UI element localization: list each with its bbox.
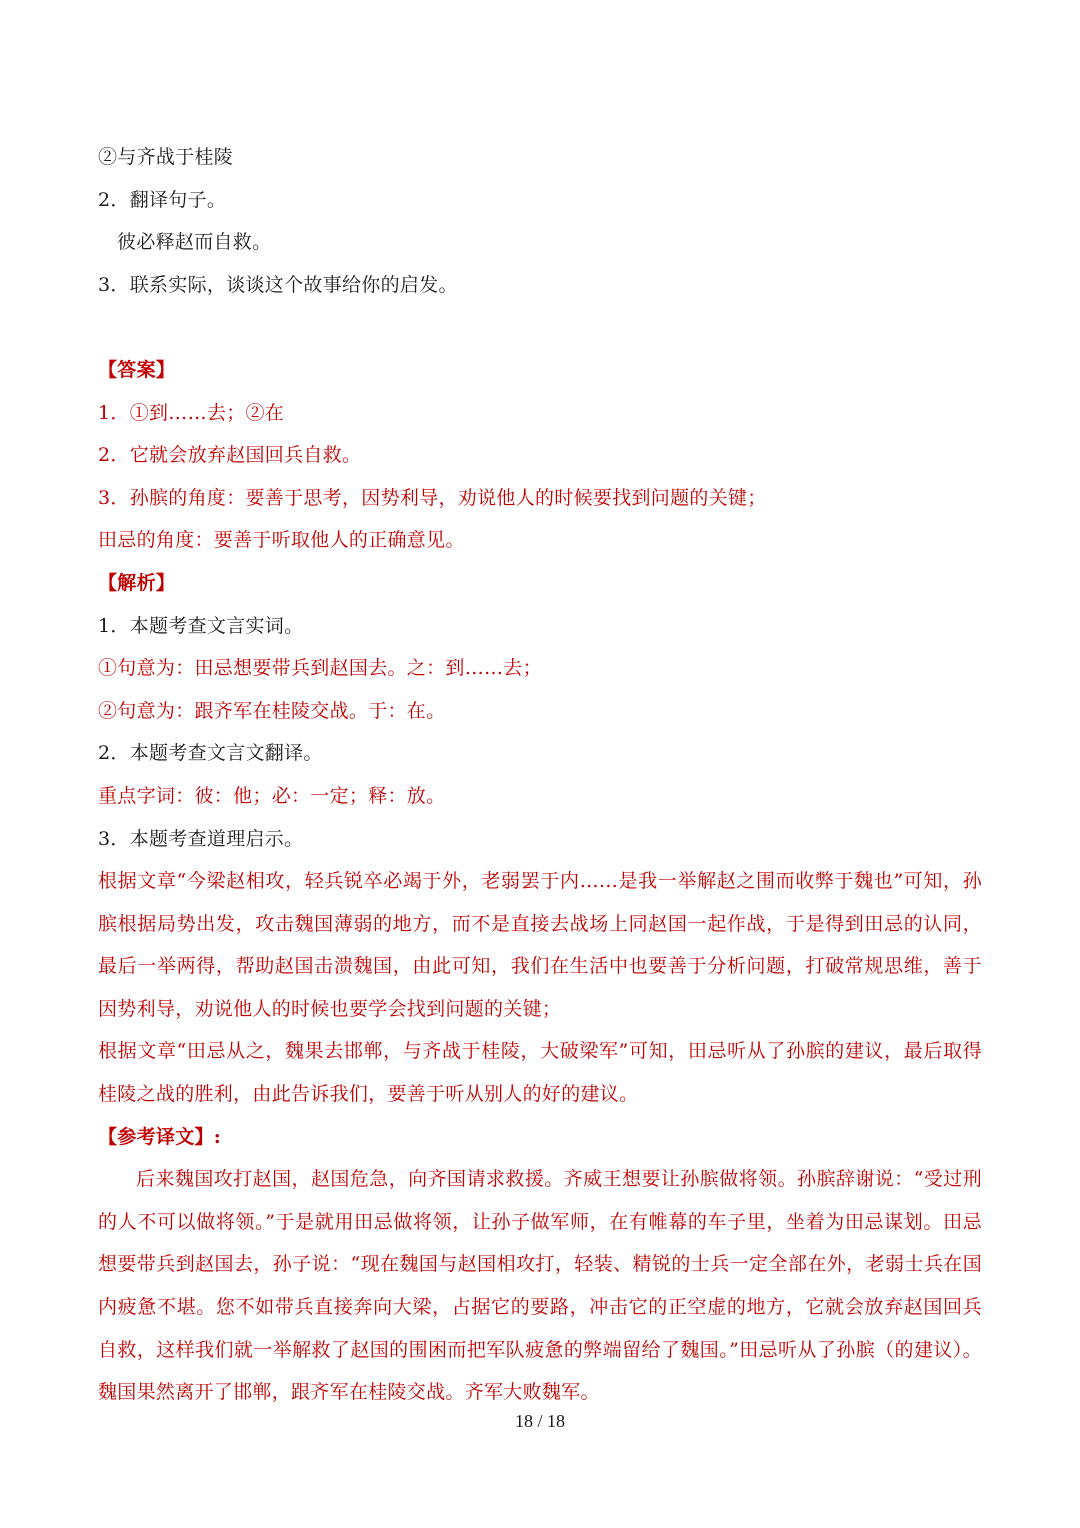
analysis-3-paragraph-1: 根据文章“今梁赵相攻，轻兵锐卒必竭于外，老弱罢于内……是我一举解赵之围而收弊于魏也”可知，孙膑根据局势出发，攻击魏国薄弱的地方，而不是直接去战场上同赵国一起作战，于是得到田忌的认同，最后一举两得，帮助赵国击溃魏国，由此可知，我们在生活中也要善于分析问题，打破常规思维，善于因势利导，劝说他人的时候也要学会找到问题的关键； — [98, 870, 982, 1020]
analysis-1-title: 1．本题考查文言实词。 — [98, 614, 304, 637]
analysis-2-keywords: 重点字词：彼：他；必：一定；释：放。 — [98, 784, 446, 807]
answer-1: 1．①到……去；②在 — [98, 401, 285, 424]
page-content — [98, 136, 982, 1414]
answer-heading: 【答案】 — [98, 358, 176, 381]
question-3-title: 3．联系实际，谈谈这个故事给你的启发。 — [98, 273, 458, 296]
analysis-3-title: 3．本题考查道理启示。 — [98, 827, 304, 850]
translation-text: 后来魏国攻打赵国，赵国危急，向齐国请求救援。齐威王想要让孙膑做将领。孙膑辞谢说：“受过刑的人不可以做将领。”于是就用田忌做将领，让孙子做军师，在有帷幕的车子里，坐着为田忌谋划。田忌想要带兵到赵国去，孙子说：“现在魏国与赵国相攻打，轻装、精锐的士兵一定全部在外，老弱士兵在国内疲惫不堪。您不如带兵直接奔向大梁，占据它的要路，冲击它的正空虚的地方，它就会放弃赵国回兵自救，这样我们就一举解救了赵国的围困而把军队疲惫的弊端留给了魏国。”田忌听从了孙膑（的建议）。魏国果然离开了邯郸，跟齐军在桂陵交战。齐军大败魏军。 — [98, 1168, 982, 1404]
analysis-1-item-2: ②句意为：跟齐军在桂陵交战。于：在。 — [98, 699, 446, 722]
analysis-1-item-1: ①句意为：田忌想要带兵到赵国去。之：到……去； — [98, 657, 542, 680]
question-2-sentence: 彼必释赵而自救。 — [117, 231, 272, 254]
analysis-heading: 【解析】 — [98, 571, 176, 594]
answer-3-line-1: 3．孙膑的角度：要善于思考，因势利导，劝说他人的时候要找到问题的关键； — [98, 486, 767, 509]
section-gap — [98, 306, 982, 349]
analysis-3-paragraph-2: 根据文章“田忌从之，魏果去邯郸，与齐战于桂陵，大破梁军”可知，田忌听从了孙膑的建议，最后取得桂陵之战的胜利，由此告诉我们，要善于听从别人的好的建议。 — [98, 1040, 982, 1106]
page-number: 18 / 18 — [514, 1411, 565, 1431]
answer-2: 2．它就会放弃赵国回兵自救。 — [98, 444, 362, 467]
translation-heading: 【参考译文】: — [98, 1125, 222, 1148]
question-1-item-2: ②与齐战于桂陵 — [98, 146, 234, 168]
question-2-title: 2．翻译句子。 — [98, 188, 227, 211]
analysis-2-title: 2．本题考查文言文翻译。 — [98, 742, 323, 765]
answer-3-line-2: 田忌的角度：要善于听取他人的正确意见。 — [98, 529, 465, 552]
